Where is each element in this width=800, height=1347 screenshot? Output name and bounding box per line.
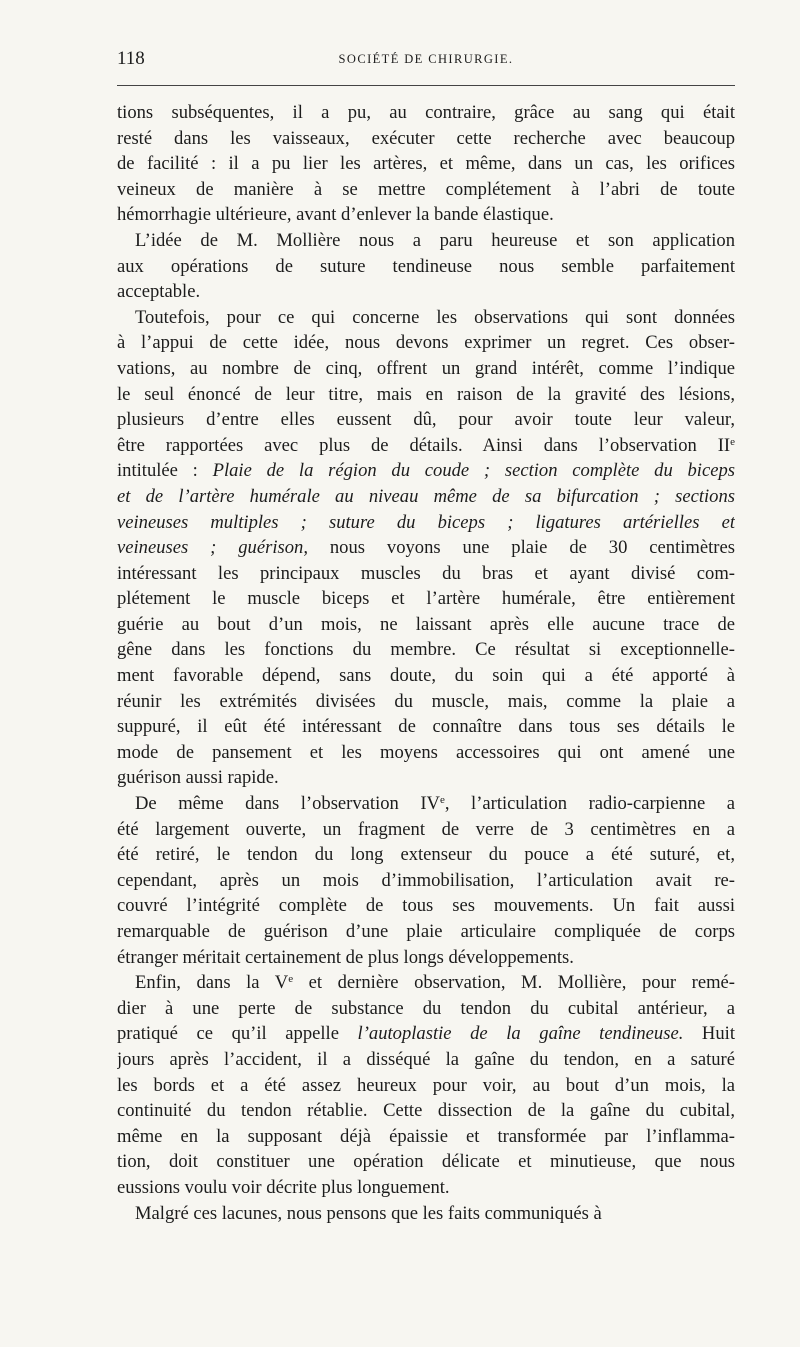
text-line bbox=[117, 612, 735, 638]
text-run: jours après l’accident, il a disséqué la gaîne du tendon, en a saturé bbox=[117, 1048, 735, 1070]
text-run: tion, doit constituer une opération délicate et minutieuse, que nous bbox=[117, 1151, 735, 1173]
superscript: e bbox=[439, 794, 445, 807]
text-line bbox=[117, 765, 735, 791]
text-line bbox=[117, 637, 735, 663]
text-line bbox=[117, 893, 735, 919]
text-run: Huit bbox=[683, 1023, 735, 1045]
superscript: e bbox=[288, 973, 294, 986]
text-line bbox=[117, 663, 735, 689]
text-run: continuité du tendon rétablie. Cette dissection de la gaîne du cubital, bbox=[117, 1100, 735, 1122]
text-run: été largement ouverte, un fragment de verre de 3 centimètres en a bbox=[117, 818, 735, 840]
text-run: guérison aussi rapide. bbox=[117, 767, 279, 789]
paragraph bbox=[117, 100, 735, 228]
text-run: pratiqué ce qu’il appelle bbox=[117, 1023, 358, 1045]
italic-text: veineuses multiples ; suture du biceps ; ligatures artérielles et bbox=[117, 511, 735, 533]
text-run: remarquable de guérison d’une plaie articulaire compliquée de corps bbox=[117, 921, 735, 942]
page-header bbox=[117, 48, 735, 74]
italic-text: Plaie de la région du coude ; section complète du biceps bbox=[212, 460, 735, 482]
text-run: L’idée de M. Mollière nous a paru heureuse et son application bbox=[135, 229, 735, 251]
text-line bbox=[117, 151, 735, 177]
text-run: cependant, après un mois d’immobilisation, l’articulation avait re- bbox=[117, 869, 735, 891]
text-line bbox=[117, 279, 735, 305]
text-run: guérie au bout d’un mois, ne laissant après elle aucune trace de bbox=[117, 613, 735, 635]
paragraph bbox=[117, 791, 735, 970]
text-run: aux opérations de suture tendineuse nous semble parfaitement bbox=[117, 255, 735, 277]
text-run: de facilité : il a pu lier les artères, et même, dans un cas, les orifices bbox=[117, 153, 735, 175]
text-run: resté dans les vaisseaux, exécuter cette recherche avec beaucoup bbox=[117, 127, 735, 149]
text-line bbox=[117, 714, 735, 740]
text-run: et dernière observation, M. Mollière, pour remé- bbox=[293, 972, 735, 994]
text-run: nous voyons une plaie de 30 centimètres bbox=[307, 537, 735, 559]
text-run: les bords et a été assez heureux pour voir, au bout d’un mois, la bbox=[117, 1074, 735, 1096]
text-line bbox=[117, 945, 735, 971]
text-line bbox=[117, 1047, 735, 1073]
text-run: le seul énoncé de leur titre, mais en raison de la gravité des lésions, bbox=[117, 383, 735, 405]
text-line bbox=[117, 919, 735, 945]
text-line bbox=[117, 740, 735, 766]
text-run: même en la supposant déjà épaissie et transformée par l’inflamma- bbox=[117, 1125, 735, 1147]
text-run: eussions voulu voir décrite plus longuement. bbox=[117, 1176, 450, 1198]
text-line bbox=[117, 433, 735, 459]
text-run: veineux de manière à se mettre complétement à l’abri de toute bbox=[117, 178, 735, 200]
paragraph bbox=[117, 970, 735, 1200]
text-run: vations, au nombre de cinq, offrent un grand intérêt, comme l’indique bbox=[117, 357, 735, 379]
text-run: réunir les extrémités divisées du muscle, mais, comme la plaie a bbox=[117, 690, 735, 712]
text-run: étranger méritait certainement de plus longs développements. bbox=[117, 946, 574, 968]
italic-text: et de l’artère humérale au niveau même de sa bifurcation ; sections bbox=[117, 485, 735, 507]
text-run: Toutefois, pour ce qui concerne les observations qui sont données bbox=[135, 306, 735, 328]
text-line bbox=[117, 535, 735, 561]
text-line bbox=[117, 970, 735, 996]
text-line bbox=[117, 1149, 735, 1175]
text-line bbox=[117, 177, 735, 203]
text-run: plusieurs d’entre elles eussent dû, pour avoir toute leur valeur, bbox=[117, 409, 735, 431]
text-line bbox=[117, 1201, 735, 1227]
text-run: été retiré, le tendon du long extenseur du pouce a été suturé, et, bbox=[117, 844, 735, 866]
text-line bbox=[117, 382, 735, 408]
running-title: SOCIÉTÉ DE CHIRURGIE. bbox=[338, 52, 514, 66]
text-run: Malgré ces lacunes, nous pensons que les faits communiqués à bbox=[135, 1202, 602, 1224]
text-line bbox=[117, 996, 735, 1022]
text-line bbox=[117, 305, 735, 331]
text-line bbox=[117, 484, 735, 510]
text-run: couvré l’intégrité complète de tous ses mouvements. Un fait aussi bbox=[117, 895, 735, 917]
text-run: ment favorable dépend, sans doute, du soin qui a été apporté à bbox=[117, 665, 735, 687]
text-run: intitulée : bbox=[117, 460, 213, 482]
text-run: De même dans l’observation IV bbox=[135, 793, 440, 815]
text-run: à l’appui de cette idée, nous devons exprimer un regret. Ces obser- bbox=[117, 332, 735, 354]
text-run: acceptable. bbox=[117, 281, 201, 303]
text-line bbox=[117, 817, 735, 843]
text-run: plétement le muscle biceps et l’artère humérale, être entièrement bbox=[117, 588, 735, 610]
header-rule bbox=[117, 85, 735, 86]
text-line bbox=[117, 100, 735, 126]
text-line bbox=[117, 1124, 735, 1150]
text-run: dier à une perte de substance du tendon du cubital antérieur, a bbox=[117, 997, 735, 1019]
text-line bbox=[117, 407, 735, 433]
text-run: suppuré, il eût été intéressant de connaître dans tous ses détails le bbox=[117, 716, 735, 738]
text-line bbox=[117, 842, 735, 868]
text-line bbox=[117, 1098, 735, 1124]
text-line bbox=[117, 330, 735, 356]
text-run: hémorrhagie ultérieure, avant d’enlever la bande élastique. bbox=[117, 204, 554, 226]
text-run: tions subséquentes, il a pu, au contraire, grâce au sang qui était bbox=[117, 102, 735, 123]
text-line bbox=[117, 356, 735, 382]
paragraph bbox=[117, 228, 735, 305]
text-line bbox=[117, 458, 735, 484]
text-run: gêne dans les fonctions du membre. Ce résultat si exceptionnelle- bbox=[117, 639, 735, 661]
text-line bbox=[117, 689, 735, 715]
paragraph bbox=[117, 1201, 735, 1227]
text-line bbox=[117, 254, 735, 280]
text-line bbox=[117, 1175, 735, 1201]
text-run: être rapportées avec plus de détails. Ainsi dans l’observation II bbox=[117, 434, 731, 456]
text-line bbox=[117, 510, 735, 536]
body-text bbox=[117, 100, 735, 1226]
italic-text: veineuses ; guérison, bbox=[117, 537, 308, 559]
text-line bbox=[117, 1021, 735, 1047]
page-number: 118 bbox=[117, 48, 145, 69]
text-line bbox=[117, 202, 735, 228]
paragraph bbox=[117, 305, 735, 791]
text-run: Enfin, dans la V bbox=[135, 972, 289, 994]
superscript: e bbox=[730, 435, 735, 448]
italic-text: l’autoplastie de la gaîne tendineuse. bbox=[357, 1023, 684, 1045]
text-line bbox=[117, 126, 735, 152]
text-line bbox=[117, 868, 735, 894]
text-line bbox=[117, 561, 735, 587]
text-run: , l’articulation radio-carpienne a bbox=[444, 793, 735, 815]
text-run: mode de pansement et les moyens accessoires qui ont amené une bbox=[117, 741, 735, 763]
text-line bbox=[117, 586, 735, 612]
text-line bbox=[117, 1073, 735, 1099]
text-line bbox=[117, 228, 735, 254]
text-line bbox=[117, 791, 735, 817]
text-run: intéressant les principaux muscles du bras et ayant divisé com- bbox=[117, 562, 735, 584]
